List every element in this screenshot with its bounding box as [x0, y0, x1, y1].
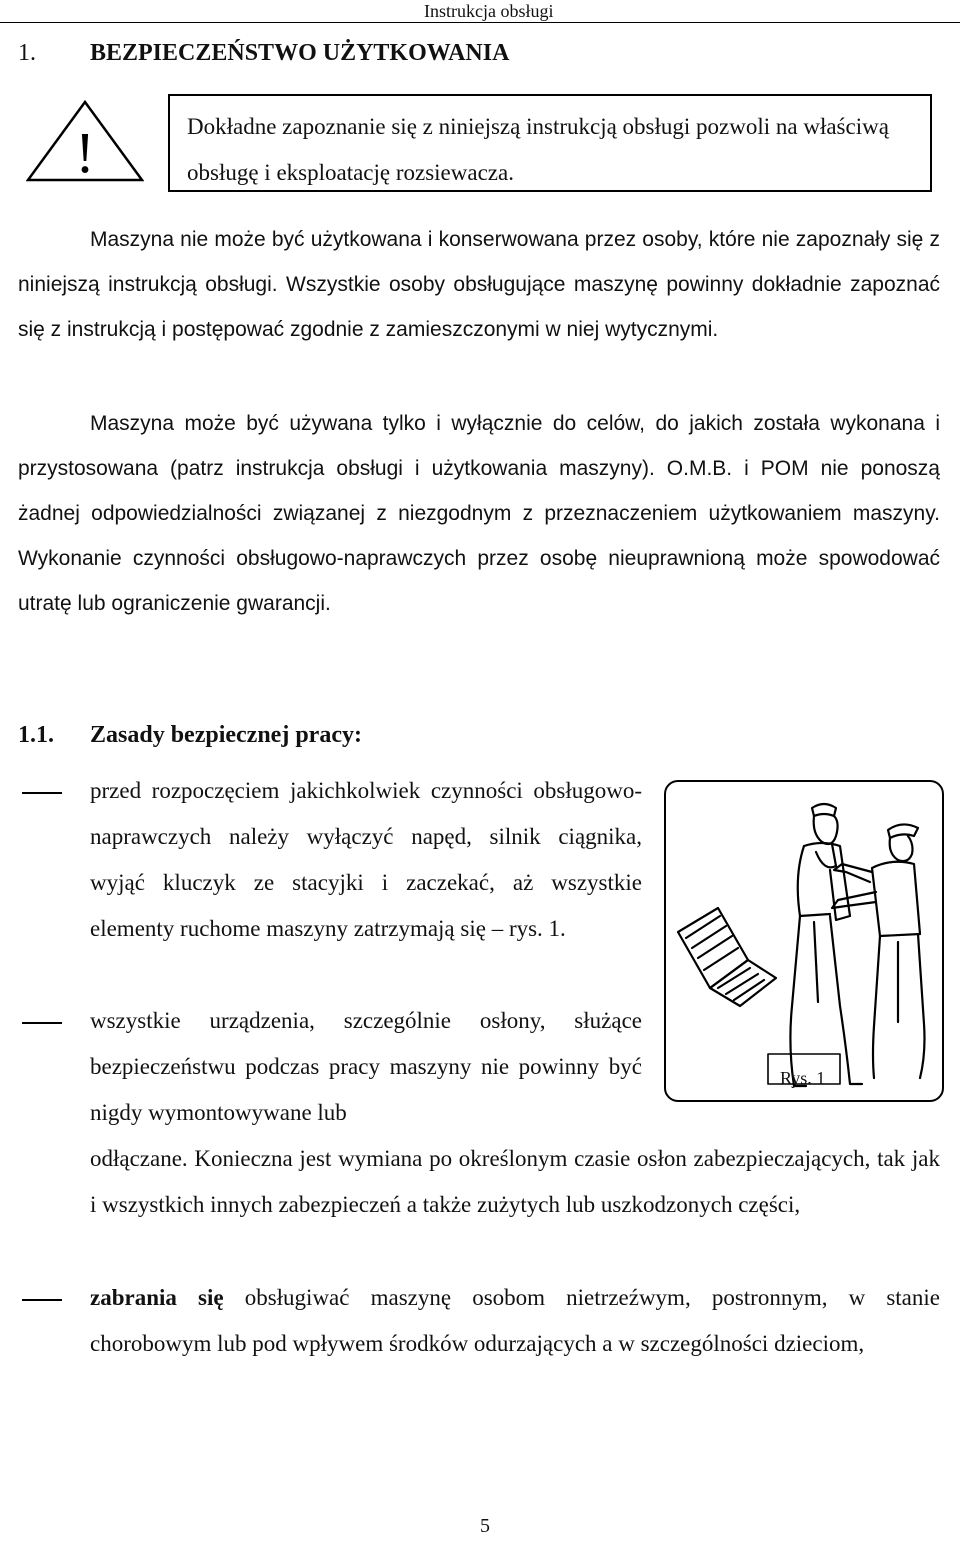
subsection-title [18, 722, 362, 749]
paragraph-3-text: Maszyna może być używana tylko i wyłącznie do celów, do jakich została wykonana i przystosowana (patrz instrukcja obsługi i użytkowania maszyny). O.M.B. i POM nie ponoszą żadnej odpowiedzialności związanej z niezgodnym z przeznaczeniem użytkowaniem maszyny. Wykonanie czynności obsługowo-naprawczych przez osobę nieuprawnioną może spowodować utratę lub ograniczenie gwarancji. [18, 412, 940, 615]
warning-notice-box [168, 94, 932, 192]
person-reading-figure [790, 804, 862, 1086]
paragraph-1-text: Maszyna nie może być użytkowana i konserwowana przez osoby, które nie zapoznały się z niniejszą instrukcją obsługi. [18, 228, 940, 296]
running-header-title: Instrukcja obsługi [424, 1, 554, 21]
warning-notice-text: Dokładne zapoznanie się z niniejszą instrukcją obsługi pozwoli na właściwą obsługę i eksploatację rozsiewacza. [187, 114, 889, 185]
page-number: 5 [480, 1515, 490, 1537]
bullet-dash [22, 792, 62, 794]
bullet-3-bold: zabrania się [90, 1285, 224, 1310]
warning-triangle-icon [26, 100, 144, 182]
paragraph-3 [18, 401, 940, 626]
paragraph-1 [18, 217, 940, 352]
bullet-3-text: obsługiwać maszynę osobom nietrzeźwym, postronnym, w stanie chorobowym lub pod wpływem środków odurzających a w szczególności dzieciom, [90, 1285, 940, 1356]
bullet-3 [90, 1275, 940, 1367]
figure-illustration [666, 782, 944, 1102]
bullet-1: przed rozpoczęciem jakichkolwiek czynności obsługowo-naprawczych należy wyłączyć napęd, silnik ciągnika, wyjąć kluczyk ze stacyjki i zaczekać, aż wszystkie elementy ruchome maszyny zatrzymają się – rys. 1. [90, 778, 642, 941]
section-title-text: BEZPIECZEŃSTWO UŻYTKOWANIA [90, 40, 510, 66]
paragraph-2-text: Wszystkie osoby obsługujące maszynę powinny dokładnie zapoznać się z instrukcją i postępować zgodnie z zamieszczonymi w niej wytycznymi. [18, 273, 941, 341]
manual-book-icon [678, 908, 776, 1006]
subsection-number: 1.1. [18, 722, 54, 748]
subsection-title-text: Zasady bezpiecznej pracy: [90, 722, 362, 748]
running-header [0, 0, 960, 23]
warning-exclamation-mark: ! [75, 120, 95, 182]
bullet-2-part-b: odłączane. Konieczna jest wymiana po określonym czasie osłon zabezpieczających, tak jak i wszystkich innych zabezpieczeń a także zużytych lub uszkodzonych części, [90, 1146, 940, 1217]
figure-rys-1 [664, 780, 944, 1102]
bullet-2-part-a: wszystkie urządzenia, szczególnie osłony, służące bezpieczeństwu podczas pracy maszyny nie powinny być nigdy wymontowywane lub [90, 1008, 642, 1125]
section-title [18, 40, 509, 67]
section-number: 1. [18, 40, 36, 66]
figure-caption: Rys. 1 [780, 1068, 826, 1088]
bullet-dash [22, 1299, 62, 1301]
bullet-dash [22, 1022, 62, 1024]
